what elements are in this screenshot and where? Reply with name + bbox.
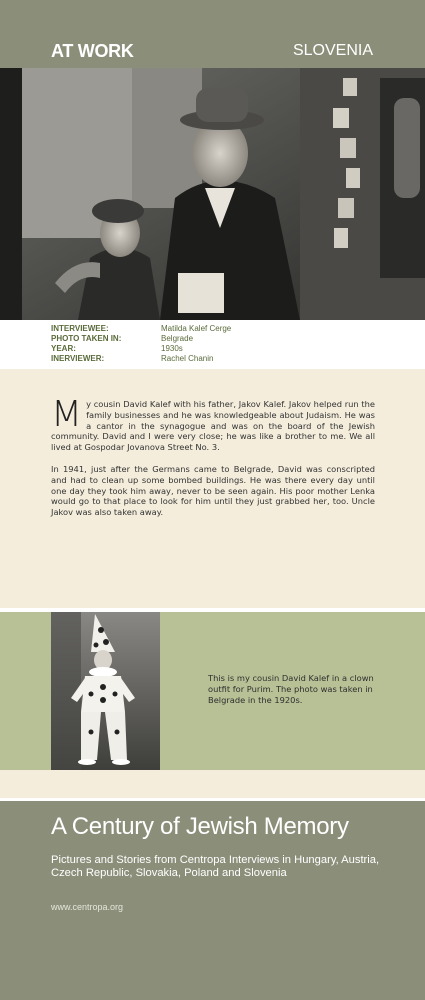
spacer-band [0, 770, 425, 798]
second-photo-section [0, 612, 425, 770]
footer-subtitle: Pictures and Stories from Centropa Interviews in Hungary, Austria, Czech Republic, Slovakia, Poland and Slovenia [51, 854, 380, 879]
metadata-row [51, 334, 231, 344]
photo-metadata [51, 324, 231, 364]
story-section [0, 369, 425, 608]
metadata-key: INERVIEWER: [51, 354, 105, 363]
footer-url[interactable]: www.centropa.org [51, 902, 124, 912]
metadata-key: INTERVIEWEE: [51, 324, 109, 333]
country-label: SLOVENIA [292, 42, 373, 59]
page-header [0, 0, 425, 68]
clown-photo-caption: This is my cousin David Kalef in a clown outfit for Purim. The photo was taken in Belgrade in the 1920s. [208, 673, 374, 705]
page-footer [0, 801, 425, 1000]
metadata-value: Rachel Chanin [161, 354, 214, 363]
footer-title: A Century of Jewish Memory [51, 813, 349, 840]
story-paragraph-1 [51, 394, 375, 453]
metadata-row [51, 344, 231, 354]
story-text [51, 394, 375, 529]
story-paragraph-2: In 1941, just after the Germans came to Belgrade, David was conscripted and had to clean up some bombed buildings. He was there every day until one day they took him away, never to be seen again. His poor mother Lenka would go to that place to look for him until they just grabbed her, too. Uncle Jakov was also taken away. [51, 463, 375, 518]
metadata-value: Matilda Kalef Cerge [161, 324, 232, 333]
photo-metadata-band [0, 320, 425, 369]
metadata-row [51, 324, 231, 334]
main-photo [0, 68, 425, 320]
drop-cap: M [51, 394, 83, 435]
metadata-value: 1930s [161, 344, 183, 353]
clown-photo [51, 612, 160, 770]
section-title: AT WORK [51, 41, 134, 61]
story-paragraph-1-text: y cousin David Kalef with his father, Jakov Kalef. Jakov helped run the family businesses and he was knowledgeable about Judaism. He was a cantor in the synagogue and was on the board of the Jewish community. David and I were very close; he was like a brother to me. We all lived at Gospodar Jovanova Street No. 3. [51, 399, 375, 453]
metadata-key: PHOTO TAKEN IN: [51, 334, 122, 343]
metadata-value: Belgrade [161, 334, 194, 343]
metadata-row [51, 354, 231, 364]
metadata-key: YEAR: [51, 344, 76, 353]
